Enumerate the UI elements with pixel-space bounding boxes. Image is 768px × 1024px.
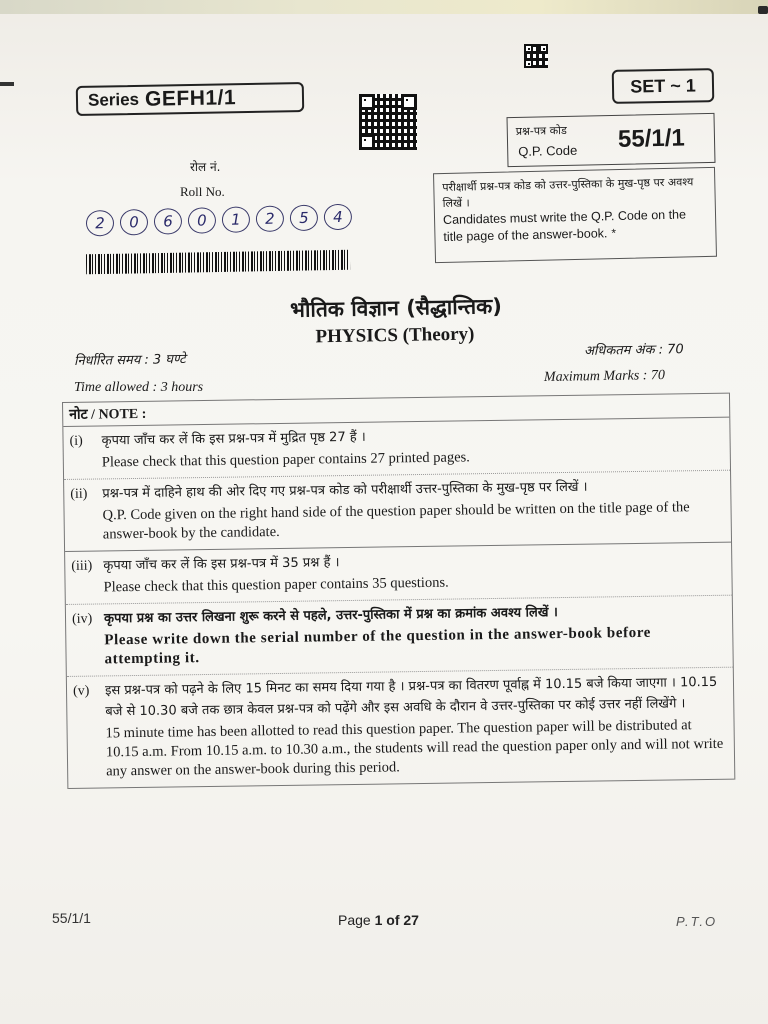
roll-digit: 0 (188, 207, 217, 234)
right-edge-mark (758, 6, 768, 14)
note-text-english: Please check that this question paper contains 27 printed pages. (101, 449, 470, 471)
candidate-note-hindi: परीक्षार्थी प्रश्न-पत्र कोड को उत्तर-पुस्तिका के मुख-पृष्ठ पर अवश्य लिखें । (442, 175, 694, 210)
note-item (63, 417, 730, 479)
note-text-english: Please check that this question paper contains 35 questions. (103, 574, 449, 596)
page-total: 27 (403, 912, 419, 928)
page-of: of (386, 912, 400, 928)
page-number (338, 912, 419, 928)
roll-number-digits (86, 203, 359, 240)
roll-digit: 6 (154, 208, 183, 235)
barcode-icon (86, 250, 350, 275)
candidate-note-star: * (611, 226, 617, 241)
time-allowed-hindi: निर्धारित समय : 3 घण्टे (73, 352, 186, 369)
please-turn-over: P.T.O (676, 914, 718, 929)
note-text-hindi: कृपया जाँच कर लें कि इस प्रश्न-पत्र में 35 प्रश्न हैं । (103, 555, 340, 574)
note-text-hindi: कृपया जाँच कर लें कि इस प्रश्न-पत्र में मुद्रित पृष्ठ 27 हैं । (101, 429, 366, 449)
maximum-marks: Maximum Marks : 70 (543, 367, 666, 386)
footer-qp-code: 55/1/1 (52, 910, 91, 926)
note-text-english: Q.P. Code given on the right hand side of the question paper should be written on the title page of the answer-book by the candidate. (102, 499, 690, 543)
note-item (66, 595, 733, 676)
notes-section (62, 393, 735, 789)
roll-digit: 2 (256, 205, 285, 232)
note-item (65, 542, 732, 604)
maximum-marks-hindi: अधिकतम अंक : 70 (583, 342, 684, 359)
note-text-hindi: इस प्रश्न-पत्र को पढ़ने के लिए 15 मिनट का समय दिया गया है । प्रश्न-पत्र का वितरण पूर्वाह्न में 10.15 बजे किया जाएगा । 10.15 बजे से 10.30 बजे तक छात्र केवल प्रश्न-पत्र को पढ़ेंगे और इस अवधि के दौरान वे उत्तर-पुस्तिका पर कोई उत्तर नहीं लिखेंगे । (104, 674, 718, 720)
candidate-note-english: Candidates must write the Q.P. Code on the title page of the answer-book. (442, 207, 687, 244)
small-qr-code-icon (524, 44, 548, 68)
roll-number-label: Roll No. (180, 184, 225, 199)
subject-title-hindi: भौतिक विज्ञान (सैद्धान्तिक) (289, 294, 503, 322)
candidate-note-english-wrap (443, 206, 708, 246)
note-item (64, 470, 731, 551)
roll-digit: 1 (222, 206, 251, 233)
qp-code-box (506, 113, 715, 167)
time-allowed: Time allowed : 3 hours (74, 380, 204, 395)
qr-code-icon (359, 94, 417, 150)
qp-code-value: 55/1/1 (617, 124, 685, 153)
left-edge-mark (0, 82, 14, 86)
qp-code-label: Q.P. Code (518, 142, 578, 159)
note-number: (ii) (70, 486, 88, 502)
series-value: GEFH1/1 (144, 86, 237, 111)
note-number: (i) (69, 433, 83, 449)
note-item (67, 667, 735, 789)
qp-code-label-hindi: प्रश्न-पत्र कोड (515, 123, 567, 138)
roll-digit: 2 (86, 210, 115, 237)
roll-digit: 5 (290, 204, 319, 231)
note-text-hindi: कृपया प्रश्न का उत्तर लिखना शुरू करने से पहले, उत्तर-पुस्तिका में प्रश्न का क्रमांक अवश्य लिखें । (103, 605, 559, 627)
roll-digit: 0 (120, 209, 149, 236)
note-text-english: 15 minute time has been allotted to read this question paper. The question paper will be distributed at 10.15 a.m. From 10.15 a.m. to 10.30 a.m., the students will read the question paper only and will not write any answer on the answer-book during this period. (105, 717, 724, 780)
note-text-hindi: प्रश्न-पत्र में दाहिने हाथ की ओर दिए गए प्रश्न-पत्र कोड को परीक्षार्थी उत्तर-पुस्तिका के मुख-पृष्ठ पर लिखें । (102, 479, 588, 502)
candidate-instruction-box (433, 167, 717, 263)
set-box: SET ~ 1 (612, 68, 715, 104)
top-edge-strip (0, 0, 768, 14)
page-current: 1 (374, 912, 383, 928)
note-number: (iv) (71, 611, 93, 627)
series-box (76, 82, 304, 116)
note-number: (iii) (71, 558, 93, 574)
roll-digit: 4 (324, 204, 353, 231)
series-label: Series (87, 89, 140, 110)
subject-title: PHYSICS (Theory) (315, 323, 475, 348)
page-prefix: Page (338, 912, 371, 928)
roll-number-label-hindi: रोल नं. (190, 160, 221, 174)
note-text-english: Please write down the serial number of the question in the answer-book before attempting it. (104, 624, 652, 668)
note-number: (v) (72, 683, 90, 699)
notes-heading: नोट / NOTE : (63, 393, 729, 426)
